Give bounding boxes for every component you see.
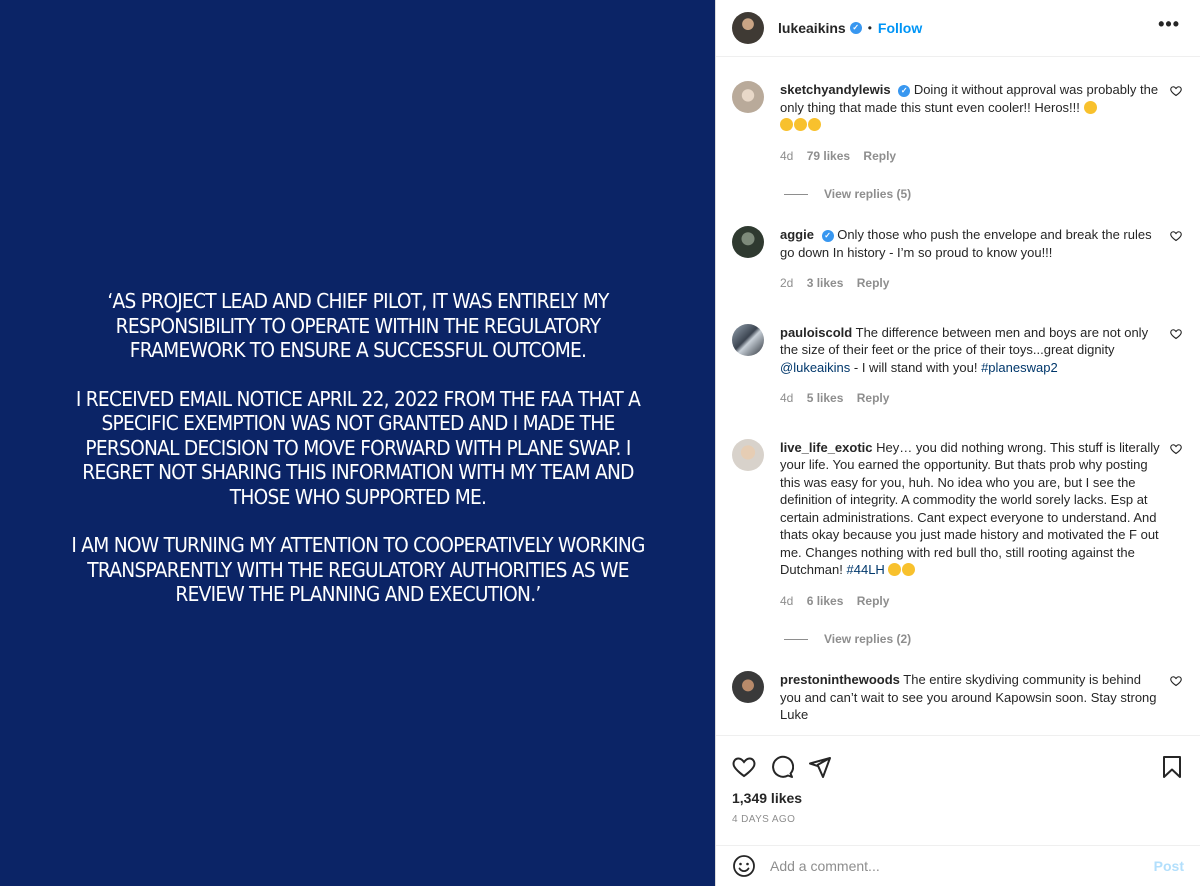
comment-time[interactable]: 4d <box>780 593 794 608</box>
comment-likes[interactable]: 3 likes <box>806 276 844 290</box>
like-comment-heart-icon[interactable] <box>1170 443 1182 455</box>
comment-likes[interactable]: 5 likes <box>806 391 844 405</box>
post-statement <box>60 289 655 607</box>
comments-list[interactable] <box>716 57 1200 733</box>
comment-likes[interactable]: 6 likes <box>806 593 844 608</box>
post-actions <box>716 735 1200 855</box>
like-comment-heart-icon[interactable] <box>1170 675 1182 687</box>
comment-meta <box>780 148 1160 166</box>
post-comment-button[interactable]: Post <box>1153 858 1184 874</box>
reply-button[interactable]: Reply <box>856 593 890 608</box>
comment <box>716 226 1200 293</box>
view-replies-label[interactable]: View replies (5) <box>824 187 912 201</box>
comment-text: Doing it without approval was probably the only thing that made this stunt even cooler!! Heros!!! <box>780 82 1159 115</box>
avatar[interactable] <box>732 12 764 44</box>
comment <box>716 439 1200 611</box>
avatar[interactable] <box>732 671 764 703</box>
like-comment-heart-icon[interactable] <box>1170 230 1182 242</box>
comment-username[interactable]: sketchyandylewis <box>780 82 891 97</box>
post-timestamp[interactable]: 4 DAYS AGO <box>732 814 796 825</box>
avatar[interactable] <box>732 81 764 113</box>
divider <box>784 639 808 640</box>
verified-icon: ✓ <box>898 85 910 97</box>
comment-meta <box>780 390 1160 408</box>
heart-eyes-emoji-icon <box>1084 100 1098 115</box>
follow-button[interactable]: Follow <box>877 20 923 36</box>
comment-text: The entire skydiving community is behind you and can’t wait to see you around Kapowsin soon. Stay strong Luke <box>780 672 1157 722</box>
post-header <box>716 0 1200 57</box>
view-replies-label[interactable]: View replies (2) <box>824 632 912 646</box>
hashtag-link[interactable]: #planeswap2 <box>981 359 1058 375</box>
comment-time[interactable]: 4d <box>780 148 794 163</box>
comment-meta <box>780 275 1160 293</box>
reply-button[interactable]: Reply <box>863 148 897 163</box>
heart-eyes-emoji-icon <box>780 117 822 132</box>
view-replies-button[interactable] <box>784 187 1200 201</box>
action-icons <box>716 736 1200 786</box>
comment-likes[interactable]: 79 likes <box>806 148 851 163</box>
emoji-icon <box>888 562 916 577</box>
comment <box>716 671 1200 724</box>
comment-input[interactable] <box>770 858 1154 874</box>
comment-username[interactable]: pauloiscold <box>780 324 853 340</box>
comment-text: Only those who push the envelope and break the rules go down In history - I’m so proud to know you!!! <box>780 227 1152 260</box>
add-comment-bar <box>716 845 1200 886</box>
view-replies-button[interactable] <box>784 632 1200 646</box>
more-options-icon[interactable]: ••• <box>1158 14 1180 34</box>
comment-text: The difference between men and boys are not only the size of their feet or the price of their toys...great dignity <box>780 324 1149 357</box>
share-paper-plane-icon[interactable] <box>808 755 832 779</box>
mention-link[interactable]: @lukeaikins <box>780 359 851 375</box>
comment-time[interactable]: 4d <box>780 391 794 405</box>
post-sidebar <box>715 0 1200 886</box>
comment-username[interactable]: aggie <box>780 227 814 242</box>
comment-time[interactable]: 2d <box>780 276 794 290</box>
likes-count[interactable]: 1,349 likes <box>732 790 803 806</box>
emoji-picker-icon[interactable] <box>732 854 756 878</box>
like-heart-icon[interactable] <box>732 755 756 779</box>
hashtag-link[interactable]: #44LH <box>846 562 885 577</box>
statement-paragraph: I AM NOW TURNING MY ATTENTION TO COOPERATIVELY WORKING TRANSPARENTLY WITH THE REGULATORY AUTHORITIES AS WE REVIEW THE PLANNING AND EXECUTION.’ <box>70 533 645 607</box>
verified-icon: ✓ <box>850 22 862 34</box>
comment <box>716 324 1200 408</box>
avatar[interactable] <box>732 439 764 471</box>
comment-bubble-icon[interactable] <box>770 755 794 779</box>
author-username[interactable]: lukeaikins <box>778 20 846 36</box>
reply-button[interactable]: Reply <box>856 276 890 290</box>
statement-paragraph: ‘AS PROJECT LEAD AND CHIEF PILOT, IT WAS ENTIRELY MY RESPONSIBILITY TO OPERATE WITHIN THE REGULATORY FRAMEWORK TO ENSURE A SUCCESSFUL OUTCOME. <box>106 289 609 363</box>
verified-icon: ✓ <box>822 230 834 242</box>
avatar[interactable] <box>732 226 764 258</box>
avatar[interactable] <box>732 324 764 356</box>
comment-username[interactable]: live_life_exotic <box>780 439 873 455</box>
like-comment-heart-icon[interactable] <box>1170 328 1182 340</box>
like-comment-heart-icon[interactable] <box>1170 85 1182 97</box>
statement-paragraph: I RECEIVED EMAIL NOTICE APRIL 22, 2022 FROM THE FAA THAT A SPECIFIC EXEMPTION WAS NOT GRANTED AND I MADE THE PERSONAL DECISION TO MOVE FORWARD WITH PLANE SWAP. I REGRET NOT SHARING THIS INFORMATION WITH MY TEAM AND THOSE WHO SUPPORTED ME. <box>75 386 640 509</box>
bookmark-icon[interactable] <box>1160 755 1184 779</box>
divider <box>784 194 808 195</box>
comment-meta <box>780 593 1160 611</box>
comment-text: - I will stand with you! <box>850 359 982 375</box>
comment-text: Hey… you did nothing wrong. This stuff is literally your life. You earned the opportunity. But thats prob why posting this was easy for you, huh. No idea who you are, but I see the definition of integrity. A commodity the world sorely lacks. Esp at certain administrations. Cant expect everyone to understand. And thats okay because you just made history and motivated the F out me. Changes nothing with red bull tho, still rooting against the Dutchman! <box>780 439 1160 577</box>
comment <box>716 81 1200 165</box>
separator-dot: • <box>867 21 872 35</box>
comment-username[interactable]: prestoninthewoods <box>780 672 900 687</box>
reply-button[interactable]: Reply <box>856 391 890 405</box>
